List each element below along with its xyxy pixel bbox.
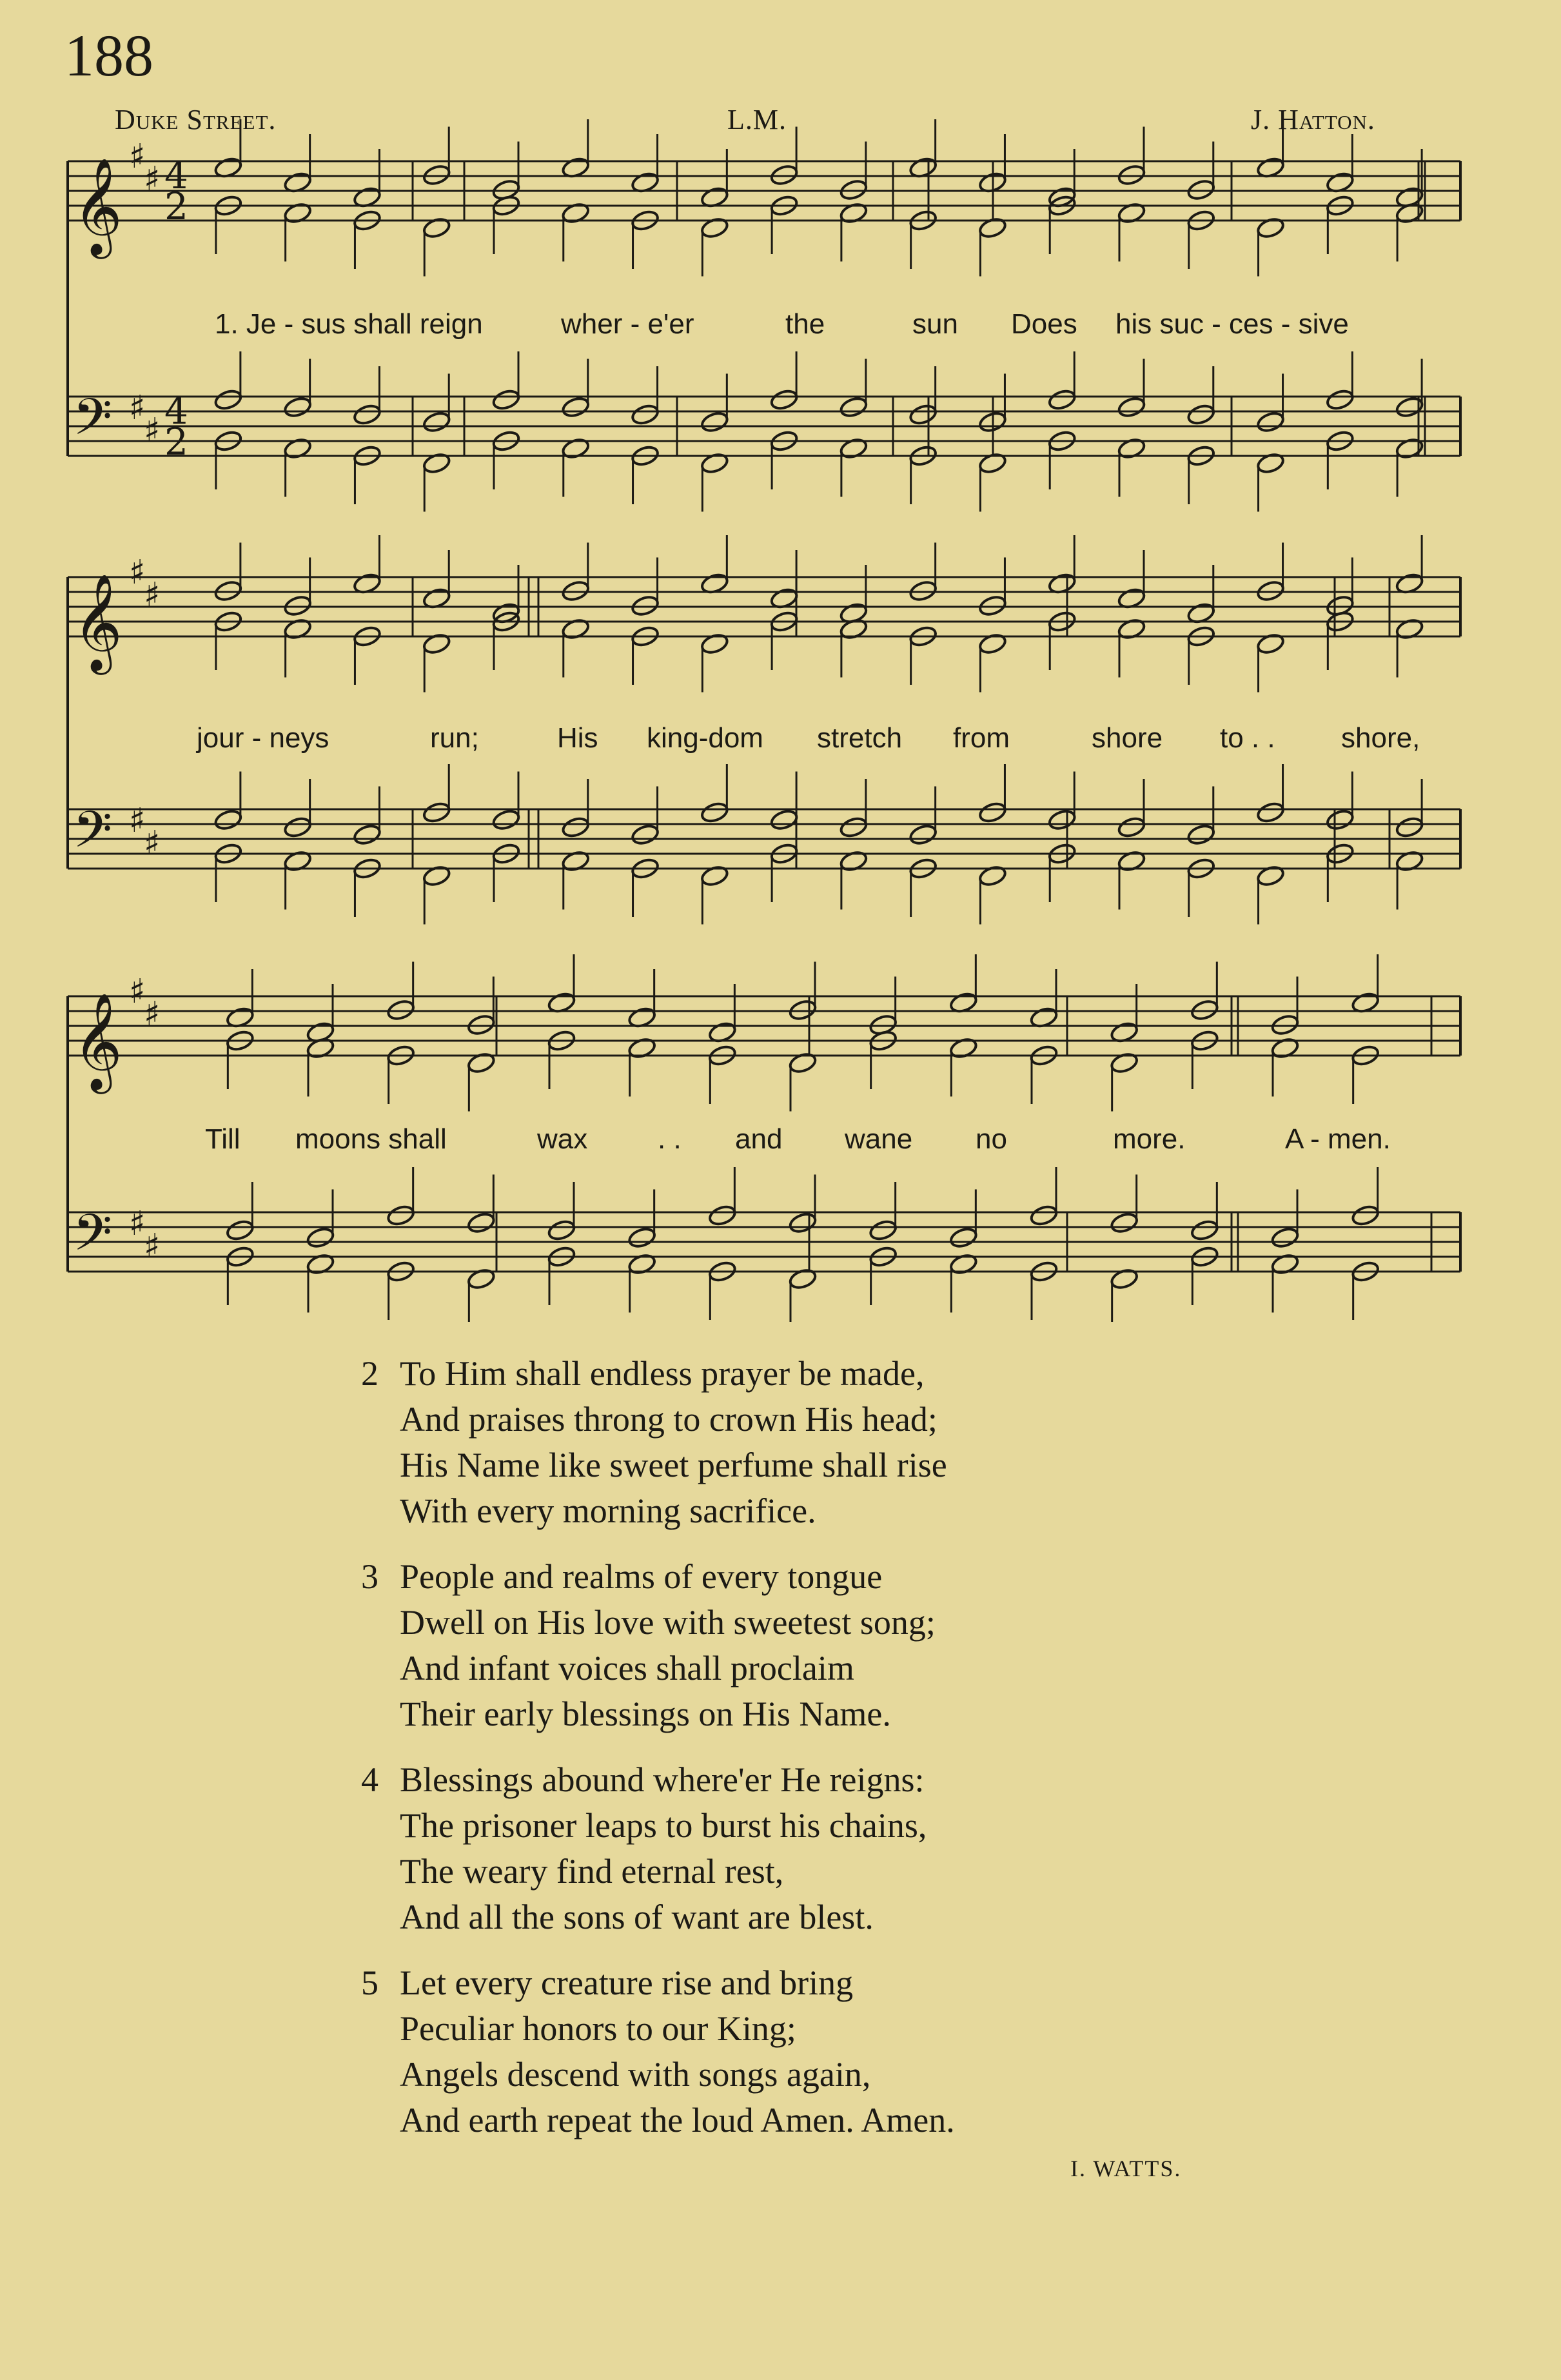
system-1-note-tenor [769,388,799,411]
system-1-note-tenor [1395,395,1424,418]
system-1-note-tenor [561,395,591,418]
verse-number: 5 [361,1963,378,2002]
system-1-note-tenor [422,410,451,433]
system-3-note-tenor [948,1226,978,1249]
system-3-note-tenor [225,1219,255,1242]
system-3-note-tenor [547,1219,576,1242]
system-2-sharp-icon: ♯ [129,802,146,840]
system-3-sharp-icon: ♯ [129,1205,146,1243]
time-signature-denominator: 2 [164,184,188,228]
verse-line: And infant voices shall proclaim [400,1649,854,1687]
lyric-syllable: stretch [817,722,903,754]
system-3-note-tenor [466,1211,496,1234]
system-1-note-tenor [1186,403,1216,426]
verse-line: His Name like sweet perfume shall rise [400,1446,947,1484]
verse-number: 4 [361,1760,378,1799]
system-1-sharp-icon: ♯ [129,137,146,176]
system-1-note-tenor [353,403,382,426]
lyric-syllable: His [557,722,598,754]
system-3-note-tenor [1270,1226,1300,1249]
system-1-treble-clef-icon: 𝄞 [73,157,123,255]
system-2-note-tenor [283,816,313,839]
system-2-sharp-icon: ♯ [144,824,161,863]
system-2-note-tenor [1325,808,1355,831]
system-1-note-tenor [491,388,521,411]
system-2-sharp-icon: ♯ [144,576,161,615]
lyric-syllable: jour - neys [197,722,329,754]
system-2-note-tenor [561,816,591,839]
lyric-syllable: moons shall [295,1123,447,1155]
lyric-syllable: shore, [1341,722,1420,754]
system-3-sharp-icon: ♯ [144,995,161,1034]
system-3-bass-clef-icon: 𝄢 [73,1204,113,1275]
system-2-note-tenor [422,801,451,824]
verse-line: Angels descend with songs again, [400,2055,871,2094]
verse-line: Their early blessings on His Name. [400,1695,891,1733]
verse-line: And all the sons of want are blest. [400,1898,874,1936]
verse-line: Dwell on His love with sweetest song; [400,1603,936,1642]
system-2-note-tenor [1395,816,1424,839]
system-1-note-tenor [1325,388,1355,411]
hymn-number: 188 [64,23,153,88]
lyric-syllable: to . . [1220,722,1275,754]
system-2-note-tenor [353,823,382,846]
verse-number: 2 [361,1354,378,1393]
lyric-syllable: wher - e'er [561,308,694,340]
system-2-note-tenor [839,816,869,839]
lyric-syllable: and [735,1123,783,1155]
system-3-note-tenor [1190,1219,1219,1242]
verse-number: 3 [361,1557,378,1596]
system-2-sharp-icon: ♯ [129,553,146,592]
verse-2 [361,1351,947,1534]
verse-line: People and realms of every tongue [400,1557,883,1596]
verse-5 [361,1960,955,2143]
system-3-note-tenor [707,1204,737,1227]
verse-line: The weary find eternal rest, [400,1852,784,1891]
system-3-sharp-icon: ♯ [144,1227,161,1266]
lyric-syllable: more. [1113,1123,1186,1155]
verse-line: The prisoner leaps to burst his chains, [400,1806,927,1845]
lyric-syllable: wax [537,1123,588,1155]
tune-name: Duke Street. [115,104,277,135]
lyric-syllable: from [953,722,1010,754]
lyric-syllable: . . [658,1123,682,1155]
verse-line: Let every creature rise and bring [400,1963,854,2002]
lyric-syllable: Till [205,1123,241,1155]
time-signature-numerator: 4 [164,153,188,197]
system-2-note-tenor [908,823,938,846]
system-2-note-tenor [213,808,243,831]
verse-3 [361,1554,936,1737]
system-1-sharp-icon: ♯ [129,389,146,428]
lyric-syllable: run; [430,722,479,754]
system-3-note-tenor [869,1219,898,1242]
lyric-syllable: sun [912,308,958,340]
system-3-treble-clef-icon: 𝄞 [73,992,123,1090]
system-3-note-tenor [1029,1204,1059,1227]
system-2-note-tenor [1117,816,1146,839]
system-3-note-tenor [386,1204,416,1227]
system-1-note-tenor [631,403,660,426]
system-3-note-tenor [788,1211,818,1234]
system-2-note-tenor [1186,823,1216,846]
meter: L.M. [727,104,787,135]
system-2-note-tenor [1047,808,1077,831]
lyric-syllable: his suc - ces - sive [1115,308,1349,340]
verse-line: Peculiar honors to our King; [400,2009,796,2048]
system-2-treble-clef-icon: 𝄞 [73,573,123,671]
system-2-note-tenor [631,823,660,846]
lyric-syllable: king-dom [647,722,763,754]
system-3-note-tenor [627,1226,657,1249]
system-2-note-tenor [978,801,1008,824]
lyric-syllable: the [785,308,825,340]
system-2-note-tenor [491,808,521,831]
system-1-note-tenor [1117,395,1146,418]
verse-line: And earth repeat the loud Amen. Amen. [400,2101,955,2139]
system-1-note-tenor [908,403,938,426]
time-signature-numerator: 4 [164,389,188,433]
lyric-syllable: A - men. [1285,1123,1391,1155]
system-1-note-tenor [1256,410,1286,433]
lyric-syllable: Does [1011,308,1077,340]
verse-line: With every morning sacrifice. [400,1491,816,1530]
system-3-sharp-icon: ♯ [129,972,146,1011]
system-1-sharp-icon: ♯ [144,411,161,450]
lyric-syllable: 1. Je - sus shall reign [215,308,483,340]
system-2-note-tenor [769,808,799,831]
lyric-syllable: no [976,1123,1007,1155]
verse-line: Blessings abound where'er He reigns: [400,1760,925,1799]
verse-line: And praises throng to crown His head; [400,1400,938,1439]
time-signature-denominator: 2 [164,420,188,464]
system-1-note-tenor [839,395,869,418]
verse-line: To Him shall endless prayer be made, [400,1354,925,1393]
composer: J. Hatton. [1251,104,1375,135]
system-1-note-tenor [1047,388,1077,411]
system-3-note-tenor [1351,1204,1380,1227]
system-1-bass-clef-icon: 𝄢 [73,388,113,459]
system-3-note-tenor [306,1226,335,1249]
author-credit: I. WATTS. [1070,2156,1182,2181]
system-1-sharp-icon: ♯ [144,160,161,199]
lyric-syllable: shore [1092,722,1163,754]
system-3-note-tenor [1110,1211,1139,1234]
system-2-note-tenor [1256,801,1286,824]
verse-4 [361,1757,927,1940]
lyric-syllable: wane [845,1123,913,1155]
system-2-note-tenor [700,801,729,824]
system-1-note-tenor [283,395,313,418]
system-2-bass-clef-icon: 𝄢 [73,801,113,872]
system-1-note-tenor [213,388,243,411]
system-1-note-tenor [700,410,729,433]
